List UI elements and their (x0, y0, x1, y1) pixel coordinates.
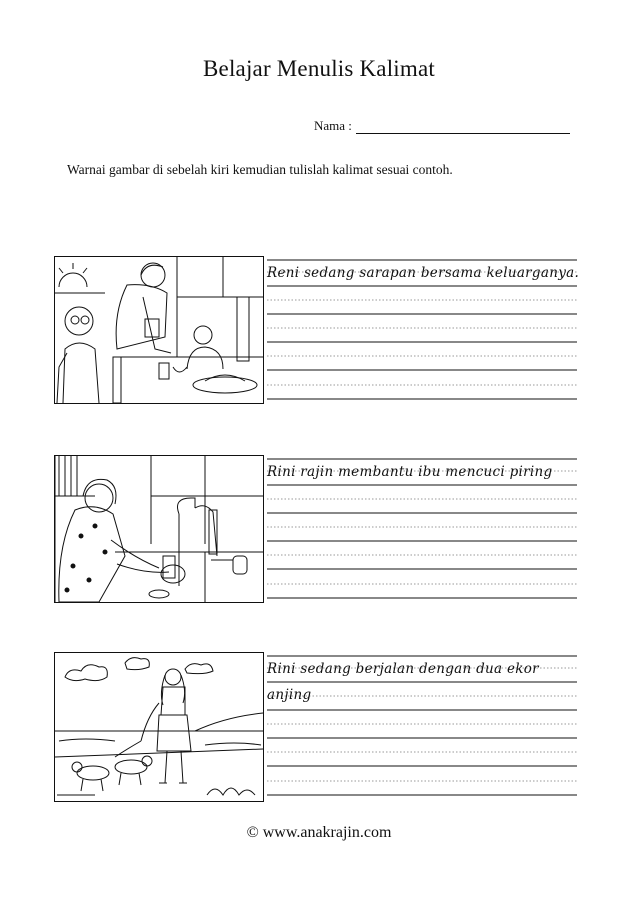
writing-lines-2[interactable] (267, 457, 577, 601)
washing-dishes-picture (54, 455, 264, 603)
family-breakfast-picture (54, 256, 264, 404)
name-label: Nama : (314, 118, 352, 133)
name-field[interactable] (314, 118, 570, 134)
example-sentence-continued: anjing (267, 687, 312, 703)
writing-lines-1[interactable] (267, 258, 580, 402)
worksheet-title: Belajar Menulis Kalimat (203, 56, 435, 81)
writing-lines-3[interactable] (267, 654, 577, 798)
name-write-line[interactable] (356, 121, 570, 134)
example-sentence: Rini sedang berjalan dengan dua ekor (267, 661, 539, 677)
copyright-footer: © www.anakrajin.com (246, 824, 392, 841)
example-sentence: Rini rajin membantu ibu mencuci piring (267, 464, 553, 480)
walking-dogs-picture (54, 652, 264, 802)
instruction-text: Warnai gambar di sebelah kiri kemudian tulislah kalimat sesuai contoh. (67, 162, 453, 177)
example-sentence: Reni sedang sarapan bersama keluarganya. (267, 265, 580, 281)
